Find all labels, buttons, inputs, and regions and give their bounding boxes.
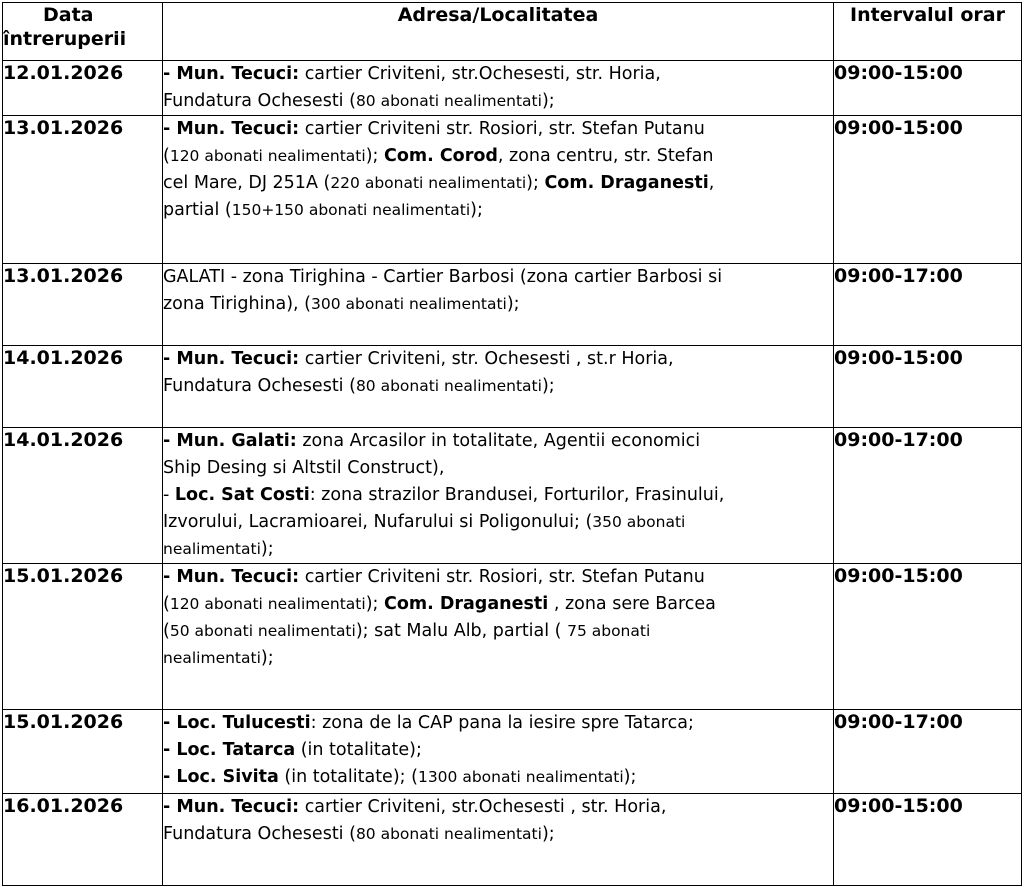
address-text: (in totalitate); [295,740,422,760]
address-text: 80 abonati nealimentati [355,377,542,395]
address-line [163,509,833,536]
table-row [3,710,1022,794]
address-line [163,264,833,291]
locality-name: - Mun. Tecuci: [163,349,300,369]
address-line [163,170,833,197]
address-text: 150+150 abonati nealimentati [231,201,471,219]
address-text: 220 abonati nealimentati [330,174,527,192]
address-text: 300 abonati nealimentati [311,295,507,313]
cell-address [163,346,834,428]
address-text: ); [541,824,555,844]
address-text: 120 abonati nealimentati [169,147,366,165]
cell-interval: 09:00-15:00 [834,564,1022,710]
cell-address [163,116,834,264]
address-text: 75 abonati [567,622,651,640]
address-text: Fundatura Ochesesti ( [163,91,356,111]
address-line [163,737,833,764]
locality-name: Com. Draganesti [544,173,709,193]
address-text: ); [526,173,545,193]
header-date-line2: întreruperii [3,28,127,50]
cell-interval: 09:00-17:00 [834,710,1022,794]
header-date [3,3,163,61]
address-text: ); [541,376,555,396]
address-text: : zona de la CAP pana la iesire spre Tatarca; [310,713,694,733]
locality-name: - Mun. Tecuci: [163,119,300,139]
address-text: , zona centru, str. Stefan [497,146,714,166]
address-text: 350 abonati [592,513,686,531]
address-text: nealimentati [163,540,261,558]
address-line [163,116,833,143]
address-line [163,455,833,482]
address-line [163,291,833,318]
cell-interval: 09:00-15:00 [834,116,1022,264]
address-text: Fundatura Ochesesti ( [163,376,356,396]
address-line [163,197,833,224]
locality-name: - Loc. Tatarca [163,740,296,760]
address-text: ( [163,146,170,166]
cell-date: 14.01.2026 [3,346,163,428]
address-line [163,346,833,373]
address-text: ); [506,294,520,314]
table-row [3,264,1022,346]
address-text: ); [260,648,274,668]
address-text: ); [470,200,483,220]
address-text: ( [163,621,170,641]
cell-interval: 09:00-15:00 [834,61,1022,116]
address-line [163,618,833,645]
address-text: : zona strazilor Brandusei, Forturilor, Frasinului, [309,485,725,505]
outage-schedule-table [2,2,1022,886]
table-row [3,428,1022,564]
table-row [3,794,1022,886]
address-text: Ship Desing si Altstil Construct), [163,458,445,478]
table-row [3,346,1022,428]
locality-name: - Mun. Galati: [163,431,297,451]
address-line [163,564,833,591]
address-text: zona Tirighina), ( [163,294,311,314]
address-line [163,821,833,848]
locality-name: - Loc. Tulucesti [163,713,311,733]
cell-address [163,564,834,710]
address-line [163,536,833,563]
address-text: cartier Criviteni, str.Ochesesti , str. Horia, [299,797,667,817]
cell-date: 14.01.2026 [3,428,163,564]
cell-interval: 09:00-15:00 [834,794,1022,886]
address-text: cel Mare, DJ 251A ( [163,173,331,193]
address-line [163,794,833,821]
address-line [163,764,833,791]
address-text: Fundatura Ochesesti ( [163,824,356,844]
table-row [3,61,1022,116]
cell-address [163,428,834,564]
cell-address [163,794,834,886]
address-text: 120 abonati nealimentati [169,595,366,613]
cell-interval: 09:00-17:00 [834,428,1022,564]
address-text: 1300 abonati nealimentati [417,768,624,786]
table-row [3,564,1022,710]
address-text: nealimentati [163,649,261,667]
address-line [163,88,833,115]
address-text: ); [623,767,637,787]
address-line [163,61,833,88]
header-interval: Intervalul orar [834,3,1022,61]
address-text: ); [365,146,384,166]
header-row [3,3,1022,61]
address-line [163,482,833,509]
address-text: (in totalitate); ( [278,767,418,787]
address-text: zona Arcasilor in totalitate, Agentii economici [296,431,701,451]
address-text: ); [260,539,274,559]
address-text: cartier Criviteni, str.Ochesesti, str. Horia, [299,64,661,84]
cell-address [163,710,834,794]
locality-name: - Loc. Sivita [163,767,279,787]
address-text: 50 abonati nealimentati [169,622,356,640]
address-text: 80 abonati nealimentati [355,825,542,843]
address-text: cartier Criviteni str. Rosiori, str. Stefan Putanu [299,119,705,139]
address-text: ); sat Malu Alb, partial ( [355,621,568,641]
address-line [163,143,833,170]
address-line [163,710,833,737]
locality-name: Loc. Sat Costi [174,485,310,505]
locality-name: - Mun. Tecuci: [163,567,300,587]
header-address: Adresa/Localitatea [163,3,834,61]
address-text: , zona sere Barcea [548,594,716,614]
locality-name: Com. Corod [383,146,498,166]
locality-name: - Mun. Tecuci: [163,64,300,84]
cell-interval: 09:00-17:00 [834,264,1022,346]
cell-date: 15.01.2026 [3,564,163,710]
cell-date: 13.01.2026 [3,264,163,346]
address-text: partial ( [163,200,232,220]
address-text: ); [541,91,555,111]
cell-address [163,61,834,116]
cell-date: 15.01.2026 [3,710,163,794]
address-text: - [163,485,175,505]
cell-date: 13.01.2026 [3,116,163,264]
address-line [163,373,833,400]
address-text: , [708,173,715,193]
address-text: GALATI - zona Tirighina - Cartier Barbosi (zona cartier Barbosi si [163,267,723,287]
address-text: cartier Criviteni, str. Ochesesti , st.r Horia, [299,349,674,369]
address-line [163,645,833,672]
locality-name: Com. Draganesti [383,594,549,614]
address-text: ( [163,594,170,614]
header-date-line1: Data [43,4,94,26]
address-text: ); [365,594,384,614]
address-text: 80 abonati nealimentati [355,92,542,110]
cell-address [163,264,834,346]
table-row [3,116,1022,264]
address-line [163,428,833,455]
cell-date: 16.01.2026 [3,794,163,886]
locality-name: - Mun. Tecuci: [163,797,300,817]
address-text: Izvorului, Lacramioarei, Nufarului si Poligonului; ( [163,512,593,532]
cell-interval: 09:00-15:00 [834,346,1022,428]
address-line [163,591,833,618]
address-text: cartier Criviteni str. Rosiori, str. Stefan Putanu [299,567,705,587]
cell-date: 12.01.2026 [3,61,163,116]
